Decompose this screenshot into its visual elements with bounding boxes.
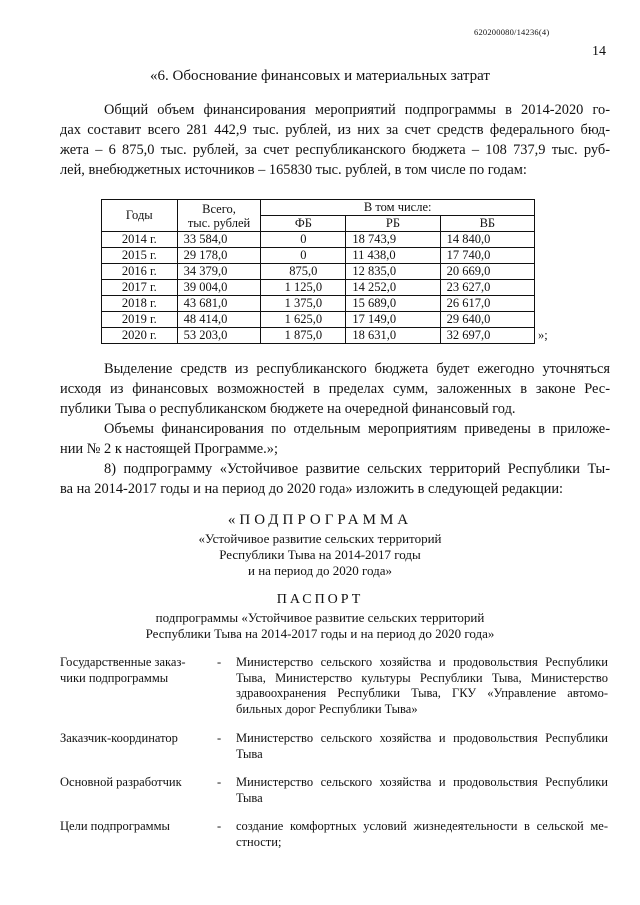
text-line: Общий объем финансирования мероприятий подпрограммы в 2014-2020 го-	[104, 102, 610, 118]
text-line: ва на 2014-2017 годы и на период до 2020 года» изложить в следующей редакции:	[60, 481, 564, 497]
label-line: чики подпрограммы	[60, 670, 169, 685]
year-cell: 2020 г.	[102, 328, 178, 344]
rb-cell: 15 689,0	[346, 296, 440, 312]
label-line: Государственные заказ-	[60, 655, 186, 669]
label-line: Цели подпрограммы	[60, 819, 170, 833]
header-years: Годы	[102, 200, 178, 232]
passport-value-coordinator	[236, 731, 608, 762]
passport-subtitle	[0, 610, 640, 642]
value-line: стности;	[236, 834, 282, 849]
passport-label-coordinator	[60, 731, 210, 747]
document-id: 620200080/14236(4)	[474, 27, 550, 37]
text-line: лей, внебюджетных источников – 165830 тыс. рублей, в том числе по годам:	[60, 162, 527, 178]
header-fb: ФБ	[261, 216, 346, 232]
page-number: 14	[592, 44, 606, 59]
year-cell: 2015 г.	[102, 248, 178, 264]
total-cell: 34 379,0	[177, 264, 261, 280]
value-line: Тыва, Министерство культуры Республики Тыва, Министерство	[236, 670, 608, 685]
header-including: В том числе:	[261, 200, 535, 216]
passport-label-developer	[60, 775, 210, 791]
value-line: создание комфортных условий жизнедеятельности в сельской ме-	[236, 819, 608, 833]
year-cell: 2019 г.	[102, 312, 178, 328]
vb-cell: 17 740,0	[440, 248, 534, 264]
year-cell: 2016 г.	[102, 264, 178, 280]
header-total-label: Всего,	[202, 201, 236, 216]
header-vb: ВБ	[440, 216, 534, 232]
vb-cell: 14 840,0	[440, 232, 534, 248]
passport-dash: -	[217, 655, 222, 669]
passport-value-developer	[236, 775, 608, 806]
vb-cell: 32 697,0	[440, 328, 534, 344]
rb-cell: 18 743,9	[346, 232, 440, 248]
table-row	[102, 296, 535, 312]
paragraph-allocation	[60, 359, 610, 419]
table-row	[102, 248, 535, 264]
year-cell: 2017 г.	[102, 280, 178, 296]
header-rb: РБ	[346, 216, 440, 232]
year-cell: 2018 г.	[102, 296, 178, 312]
text-line: нии № 2 к настоящей Программе.»;	[60, 441, 278, 457]
value-line: бильных дорог Республики Тыва»	[236, 701, 418, 716]
financing-table-body	[102, 232, 535, 344]
subtitle-line: подпрограммы «Устойчивое развитие сельских территорий	[155, 610, 485, 625]
subprogram-title: «ПОДПРОГРАММА	[227, 512, 413, 528]
rb-cell: 14 252,0	[346, 280, 440, 296]
table-row	[102, 280, 535, 296]
text-line: жета – 6 875,0 тыс. рублей, за счет республиканского бюджета – 108 737,9 тыс. руб-	[60, 142, 610, 158]
passport-value-goals	[236, 819, 608, 850]
value-line: Министерство сельского хозяйства и продовольствия Республики	[236, 775, 608, 789]
year-cell: 2014 г.	[102, 232, 178, 248]
label-line: Основной разработчик	[60, 775, 182, 789]
fb-cell: 0	[261, 248, 346, 264]
fb-cell: 1 125,0	[261, 280, 346, 296]
text-line: публики Тыва о республиканском бюджете на очередной финансовый год.	[60, 401, 516, 417]
header-total-unit: тыс. рублей	[187, 215, 251, 230]
total-cell: 43 681,0	[177, 296, 261, 312]
rb-cell: 17 149,0	[346, 312, 440, 328]
total-cell: 29 178,0	[177, 248, 261, 264]
rb-cell: 11 438,0	[346, 248, 440, 264]
text-line: Объемы финансирования по отдельным мероприятиям приведены в приложе-	[104, 421, 610, 437]
vb-cell: 20 669,0	[440, 264, 534, 280]
text-line: исходя из финансовых возможностей в пределах сумм, заложенных в законе Рес-	[60, 381, 610, 397]
passport-label-goals	[60, 819, 210, 835]
passport-label-customers	[60, 655, 210, 686]
text-line: 8) подпрограмму «Устойчивое развитие сельских территорий Республики Ты-	[104, 461, 610, 477]
subtitle-line: Республики Тыва на 2014-2017 годы и на период до 2020 года»	[145, 626, 495, 641]
table-row	[102, 328, 535, 344]
rb-cell: 12 835,0	[346, 264, 440, 280]
intro-paragraph	[60, 100, 610, 180]
rb-cell: 18 631,0	[346, 328, 440, 344]
total-cell: 48 414,0	[177, 312, 261, 328]
section-title: «6. Обоснование финансовых и материальных затрат	[150, 68, 490, 84]
text-line: дах составит всего 281 442,9 тыс. рублей, из них за счет средств федерального бюд-	[60, 122, 610, 138]
financing-table	[101, 199, 535, 344]
subtitle-line: Республики Тыва на 2014-2017 годы	[219, 547, 421, 562]
passport-dash: -	[217, 731, 222, 745]
text-line: Выделение средств из республиканского бюджета будет ежегодно уточняться	[104, 361, 610, 377]
value-line: здравоохранения Республики Тыва, ГКУ «Управление автомо-	[236, 686, 608, 700]
total-cell: 33 584,0	[177, 232, 261, 248]
fb-cell: 875,0	[261, 264, 346, 280]
subtitle-line: «Устойчивое развитие сельских территорий	[198, 531, 442, 546]
value-line: Министерство сельского хозяйства и продовольствия Республики	[236, 655, 608, 669]
label-line: Заказчик-координатор	[60, 731, 178, 745]
value-line: Тыва	[236, 746, 263, 761]
table-row	[102, 264, 535, 280]
table-row	[102, 232, 535, 248]
value-line: Министерство сельского хозяйства и продовольствия Республики	[236, 731, 608, 745]
fb-cell: 1 625,0	[261, 312, 346, 328]
passport-value-customers	[236, 655, 608, 717]
table-closing: »;	[538, 328, 548, 342]
passport-dash: -	[217, 775, 222, 789]
paragraph-volumes	[60, 419, 610, 459]
paragraph-item-8	[60, 459, 610, 499]
total-cell: 39 004,0	[177, 280, 261, 296]
fb-cell: 1 875,0	[261, 328, 346, 344]
fb-cell: 1 375,0	[261, 296, 346, 312]
value-line: Тыва	[236, 790, 263, 805]
vb-cell: 26 617,0	[440, 296, 534, 312]
subprogram-subtitle	[0, 531, 640, 579]
vb-cell: 23 627,0	[440, 280, 534, 296]
subtitle-line: и на период до 2020 года»	[248, 563, 392, 578]
fb-cell: 0	[261, 232, 346, 248]
table-row	[102, 312, 535, 328]
total-cell: 53 203,0	[177, 328, 261, 344]
header-total	[177, 200, 261, 232]
passport-dash: -	[217, 819, 222, 833]
vb-cell: 29 640,0	[440, 312, 534, 328]
passport-title: ПАСПОРТ	[276, 592, 364, 607]
